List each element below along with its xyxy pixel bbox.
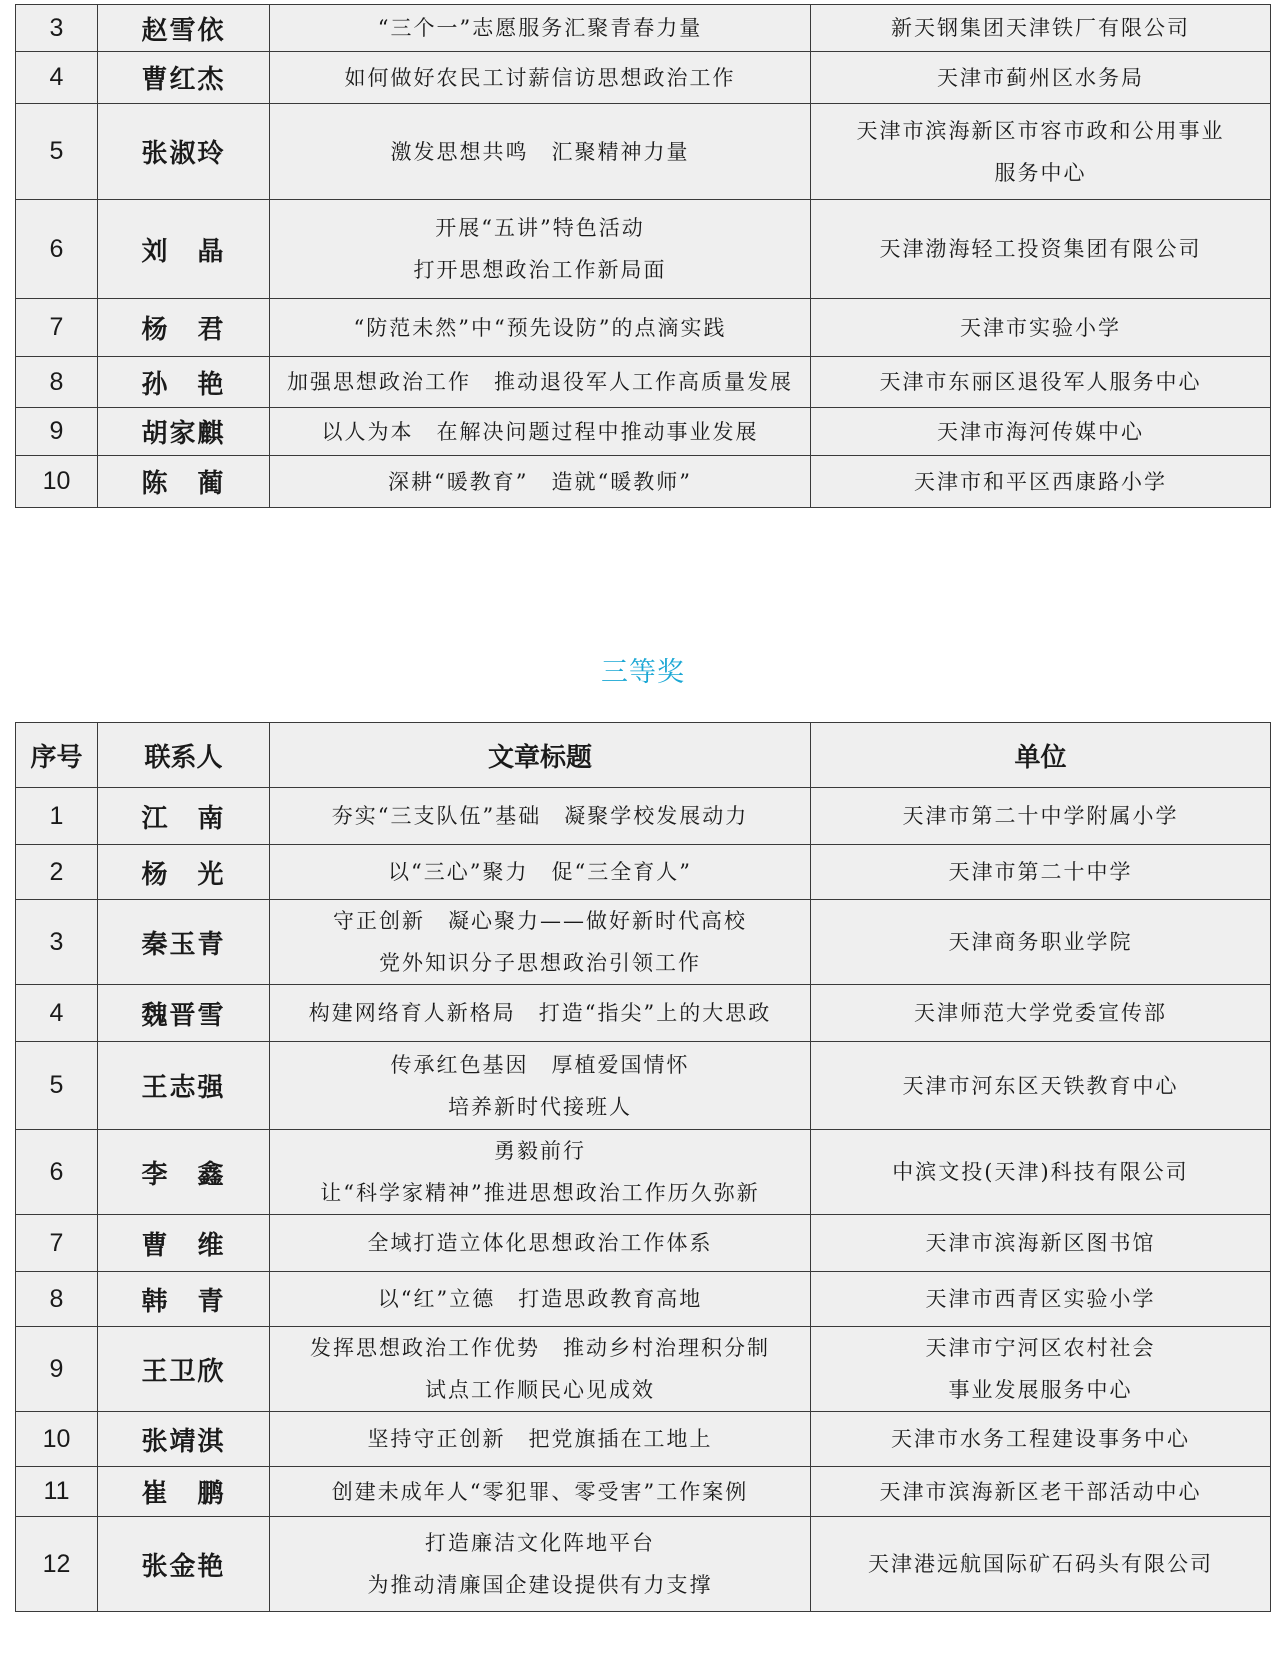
article-title-line: 以“三心”聚力 促“三全育人”	[388, 860, 692, 884]
table-row	[16, 1130, 1271, 1215]
article-title	[270, 1130, 811, 1215]
table-row	[16, 456, 1271, 508]
table-row	[16, 200, 1271, 299]
table-row	[16, 985, 1271, 1042]
contact-name: 张金艳	[98, 1517, 270, 1612]
unit-name	[811, 52, 1271, 104]
unit-name	[811, 299, 1271, 357]
article-title-line: 传承红色基因 厚植爱国情怀	[390, 1052, 690, 1077]
row-number: 2	[16, 845, 98, 900]
table-row	[16, 299, 1271, 357]
unit-name-line: 天津市和平区西康路小学	[914, 469, 1167, 494]
article-title	[270, 1467, 811, 1517]
unit-name-line: 事业发展服务中心	[948, 1378, 1133, 1402]
row-number: 3	[16, 900, 98, 985]
row-number: 6	[16, 200, 98, 299]
row-number: 5	[16, 1042, 98, 1130]
unit-name-line: 中滨文投(天津)科技有限公司	[892, 1160, 1189, 1184]
contact-name: 曹 维	[98, 1215, 270, 1272]
unit-name-line: 天津市河东区天铁教育中心	[902, 1073, 1179, 1098]
article-title	[270, 5, 811, 52]
table-row	[16, 1412, 1271, 1467]
unit-name-line: 天津市第二十中学附属小学	[902, 804, 1179, 828]
article-title	[270, 985, 811, 1042]
table-row	[16, 1042, 1271, 1130]
article-title-line: 构建网络育人新格局 打造“指尖”上的大思政	[308, 1001, 772, 1025]
unit-name	[811, 1215, 1271, 1272]
unit-name-line: 天津商务职业学院	[948, 930, 1133, 954]
article-title	[270, 456, 811, 508]
article-title-line: 夯实“三支队伍”基础 凝聚学校发展动力	[331, 804, 749, 828]
article-title-line: 让“科学家精神”推进思想政治工作历久弥新	[320, 1181, 760, 1205]
header-unit: 单位	[811, 723, 1271, 788]
row-number: 5	[16, 104, 98, 200]
unit-name	[811, 1467, 1271, 1517]
header-no: 序号	[16, 723, 98, 788]
article-title	[270, 788, 811, 845]
article-title-line: 加强思想政治工作 推动退役军人工作高质量发展	[287, 370, 793, 394]
unit-name-line: 服务中心	[994, 160, 1087, 185]
contact-name: 王志强	[98, 1042, 270, 1130]
row-number: 8	[16, 1272, 98, 1327]
unit-name	[811, 1130, 1271, 1215]
unit-name-line: 天津市海河传媒中心	[937, 419, 1144, 444]
unit-name	[811, 985, 1271, 1042]
table-row	[16, 845, 1271, 900]
contact-name: 秦玉青	[98, 900, 270, 985]
article-title	[270, 1272, 811, 1327]
header-row	[16, 723, 1271, 788]
unit-name-line: 新天钢集团天津铁厂有限公司	[891, 16, 1190, 40]
article-title-line: 全域打造立体化思想政治工作体系	[367, 1231, 713, 1255]
contact-name: 赵雪依	[98, 5, 270, 52]
unit-name-line: 天津市滨海新区老干部活动中心	[879, 1479, 1202, 1504]
table-row	[16, 52, 1271, 104]
unit-name	[811, 900, 1271, 985]
article-title-line: 坚持守正创新 把党旗插在工地上	[367, 1427, 713, 1451]
table-row	[16, 5, 1271, 52]
article-title-line: 以“红”立德 打造思政教育高地	[377, 1287, 703, 1311]
unit-name	[811, 104, 1271, 200]
unit-name	[811, 456, 1271, 508]
article-title-line: 如何做好农民工讨薪信访思想政治工作	[344, 65, 736, 90]
row-number: 7	[16, 1215, 98, 1272]
unit-name-line: 天津市水务工程建设事务中心	[891, 1427, 1190, 1451]
contact-name: 张靖淇	[98, 1412, 270, 1467]
article-title-line: 打开思想政治工作新局面	[413, 258, 667, 282]
contact-name: 杨 光	[98, 845, 270, 900]
contact-name: 刘 晶	[98, 200, 270, 299]
article-title	[270, 104, 811, 200]
article-title	[270, 1327, 811, 1412]
article-title-line: 激发思想共鸣 汇聚精神力量	[390, 139, 690, 164]
article-title	[270, 1042, 811, 1130]
unit-name	[811, 788, 1271, 845]
article-title	[270, 52, 811, 104]
row-number: 7	[16, 299, 98, 357]
article-title-line: 创建未成年人“零犯罪、零受害”工作案例	[331, 1479, 749, 1504]
third-prize-table	[15, 722, 1271, 1612]
article-title-line: 发挥思想政治工作优势 推动乡村治理积分制	[310, 1336, 770, 1360]
unit-name-line: 天津渤海轻工投资集团有限公司	[879, 237, 1202, 261]
article-title	[270, 1412, 811, 1467]
row-number: 10	[16, 1412, 98, 1467]
unit-name-line: 天津港远航国际矿石码头有限公司	[868, 1552, 1213, 1576]
article-title-line: 以人为本 在解决问题过程中推动事业发展	[321, 419, 759, 444]
unit-name	[811, 200, 1271, 299]
table-row	[16, 408, 1271, 456]
table-row	[16, 104, 1271, 200]
third-prize-table-body	[16, 788, 1271, 1612]
table-row	[16, 1215, 1271, 1272]
row-number: 9	[16, 1327, 98, 1412]
article-title	[270, 1517, 811, 1612]
article-title	[270, 357, 811, 408]
row-number: 4	[16, 985, 98, 1042]
unit-name-line: 天津市滨海新区图书馆	[925, 1231, 1156, 1255]
article-title-line: 为推动清廉国企建设提供有力支撑	[367, 1573, 713, 1597]
article-title-line: 勇毅前行	[494, 1139, 586, 1163]
article-title-line: 试点工作顺民心见成效	[425, 1378, 655, 1402]
row-number: 6	[16, 1130, 98, 1215]
unit-name	[811, 1517, 1271, 1612]
article-title	[270, 1215, 811, 1272]
row-number: 10	[16, 456, 98, 508]
unit-name	[811, 1042, 1271, 1130]
table-row	[16, 1272, 1271, 1327]
article-title	[270, 845, 811, 900]
unit-name-line: 天津市滨海新区市容市政和公用事业	[856, 118, 1225, 143]
unit-name	[811, 1327, 1271, 1412]
table-row	[16, 1327, 1271, 1412]
article-title-line: “三个一”志愿服务汇聚青春力量	[377, 16, 703, 40]
row-number: 9	[16, 408, 98, 456]
second-prize-table-body	[16, 5, 1271, 508]
contact-name: 王卫欣	[98, 1327, 270, 1412]
article-title	[270, 900, 811, 985]
table-row	[16, 1467, 1271, 1517]
table-row	[16, 357, 1271, 408]
article-title-line: “防范未然”中“预先设防”的点滴实践	[353, 315, 727, 340]
article-title-line: 开展“五讲”特色活动	[435, 216, 645, 240]
article-title-line: 培养新时代接班人	[448, 1094, 632, 1119]
contact-name: 陈 蔺	[98, 456, 270, 508]
row-number: 12	[16, 1517, 98, 1612]
contact-name: 崔 鹏	[98, 1467, 270, 1517]
contact-name: 张淑玲	[98, 104, 270, 200]
unit-name	[811, 1272, 1271, 1327]
contact-name: 曹红杰	[98, 52, 270, 104]
article-title-line: 守正创新 凝心聚力——做好新时代高校	[333, 909, 747, 933]
contact-name: 胡家麒	[98, 408, 270, 456]
row-number: 3	[16, 5, 98, 52]
article-title	[270, 200, 811, 299]
article-title-line: 深耕“暖教育” 造就“暖教师”	[388, 469, 692, 494]
table-row	[16, 1517, 1271, 1612]
contact-name: 孙 艳	[98, 357, 270, 408]
article-title	[270, 299, 811, 357]
contact-name: 魏晋雪	[98, 985, 270, 1042]
header-contact: 联系人	[98, 723, 270, 788]
row-number: 8	[16, 357, 98, 408]
table-row	[16, 900, 1271, 985]
unit-name-line: 天津市蓟州区水务局	[937, 65, 1144, 90]
contact-name: 李 鑫	[98, 1130, 270, 1215]
row-number: 4	[16, 52, 98, 104]
unit-name	[811, 845, 1271, 900]
second-prize-table-continued	[15, 4, 1271, 508]
unit-name-line: 天津市东丽区退役军人服务中心	[879, 370, 1202, 394]
unit-name-line: 天津市西青区实验小学	[925, 1287, 1156, 1311]
contact-name: 杨 君	[98, 299, 270, 357]
article-title-line: 打造廉洁文化阵地平台	[425, 1531, 655, 1555]
unit-name	[811, 1412, 1271, 1467]
article-title-line: 党外知识分子思想政治引领工作	[379, 951, 701, 975]
unit-name-line: 天津市第二十中学	[948, 860, 1133, 884]
unit-name	[811, 408, 1271, 456]
contact-name: 韩 青	[98, 1272, 270, 1327]
section-heading-third-prize: 三等奖	[601, 657, 685, 688]
row-number: 11	[16, 1467, 98, 1517]
header-article-title: 文章标题	[270, 723, 811, 788]
third-prize-table-header	[16, 723, 1271, 788]
unit-name-line: 天津市实验小学	[960, 315, 1121, 340]
row-number: 1	[16, 788, 98, 845]
unit-name	[811, 5, 1271, 52]
table-row	[16, 788, 1271, 845]
unit-name-line: 天津市宁河区农村社会	[925, 1336, 1156, 1360]
unit-name	[811, 357, 1271, 408]
article-title	[270, 408, 811, 456]
unit-name-line: 天津师范大学党委宣传部	[914, 1001, 1167, 1025]
contact-name: 江 南	[98, 788, 270, 845]
